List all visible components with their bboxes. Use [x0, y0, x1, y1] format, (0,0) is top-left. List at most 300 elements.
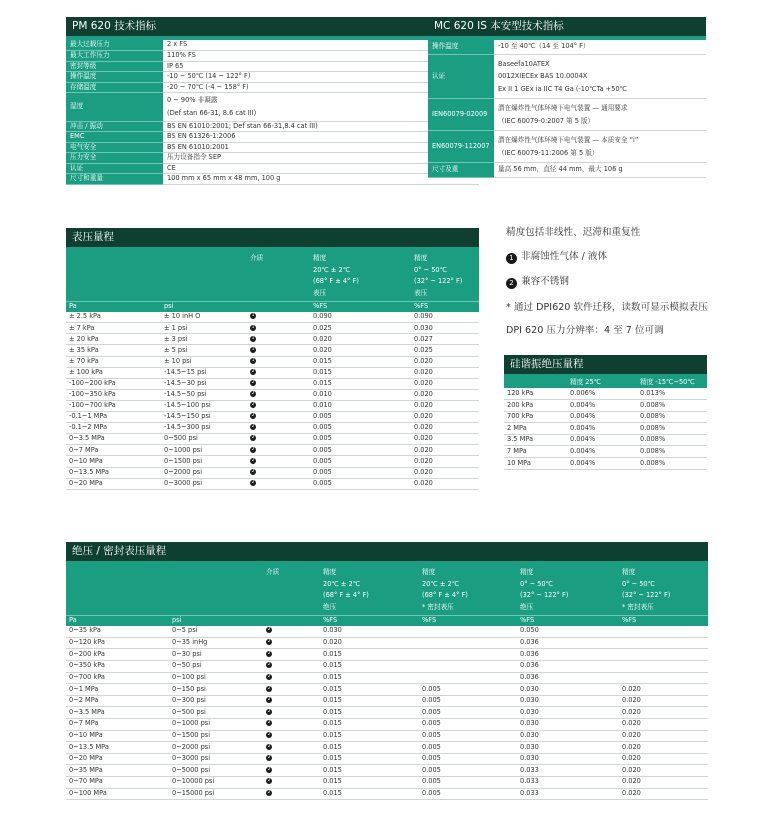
table-cell: ± 2.5 kPa — [66, 312, 161, 323]
table-row — [66, 672, 708, 684]
table-cell: 0.090 — [310, 312, 411, 323]
table-cell: -14.5~150 psi — [161, 412, 247, 423]
table-cell: 0.030 — [411, 323, 479, 334]
table-cell: 0.004% — [567, 446, 637, 458]
software-note: * 通过 DPI620 软件迁移，读数可显示模拟表压 — [506, 301, 708, 313]
table-cell: 0.015 — [320, 695, 419, 707]
table-cell — [619, 626, 708, 638]
table-cell: 0~35 inHg — [169, 637, 263, 649]
table-cell: 0.008% — [637, 458, 707, 470]
table-cell — [419, 626, 517, 638]
spec-label: 最大工作压力 — [66, 51, 163, 62]
media-cell — [247, 423, 310, 434]
media-cell — [263, 695, 320, 707]
table-row — [66, 423, 479, 434]
table-cell: 0~3000 psi — [161, 478, 247, 489]
spec-label: 尺寸和重量 — [66, 174, 163, 185]
header-row — [66, 251, 479, 302]
spec-label: 密封等级 — [66, 61, 163, 72]
table-cell: 0.005 — [419, 753, 517, 765]
table-cell: 0.005 — [310, 412, 411, 423]
vibration-range-title: 硅谐振绝压量程 — [504, 355, 707, 374]
table-cell: 0.030 — [517, 684, 619, 696]
table-row — [66, 400, 479, 411]
table-cell: 0.005 — [419, 788, 517, 800]
table-cell: 0.008% — [637, 446, 707, 458]
notes-block — [506, 224, 756, 346]
media-cell — [263, 765, 320, 777]
absolute-range-title: 绝压 / 密封表压量程 — [66, 542, 708, 561]
spec-value-line: -10 至 40℃（14 至 104° F） — [498, 42, 590, 50]
vibration-range-table — [504, 378, 707, 470]
table-cell: 0.020 — [411, 456, 479, 467]
table-cell: 0.020 — [619, 765, 708, 777]
media-cell — [263, 684, 320, 696]
media-number-icon: 2 — [251, 457, 255, 463]
media-number-icon: 2 — [267, 708, 271, 714]
table-cell: 0.015 — [320, 718, 419, 730]
spec-row — [66, 153, 479, 164]
table-cell: 0~35 kPa — [66, 626, 169, 638]
media-number-icon: 2 — [267, 685, 271, 691]
table-cell: ± 35 kPa — [66, 345, 161, 356]
media-cell — [263, 649, 320, 661]
media-number-icon: 2 — [251, 368, 255, 374]
table-cell: 0.030 — [517, 753, 619, 765]
table-row — [504, 400, 707, 412]
spec-value-line: Ex II 1 GEx ia IIC T4 Ga (-10℃Ta +50℃ — [498, 84, 627, 93]
table-row — [504, 434, 707, 446]
spec-row — [66, 61, 479, 72]
mc620-spec-panel — [428, 17, 706, 178]
table-row — [66, 695, 708, 707]
table-cell: 0.030 — [517, 707, 619, 719]
table-cell: -14.5~100 psi — [161, 400, 247, 411]
table-cell: -0.1~1 MPa — [66, 412, 161, 423]
spec-label: 湿度 — [66, 93, 163, 121]
table-cell: 0.033 — [517, 788, 619, 800]
media-number-icon: 2 — [267, 627, 271, 633]
media-cell — [263, 637, 320, 649]
resolution-note: DPI 620 压力分辨率：4 至 7 位可调 — [506, 325, 664, 336]
table-cell: 0~10 MPa — [66, 730, 169, 742]
accuracy-header-c: 精度 0° ~ 50℃ (32° ~ 122° F) 绝压 — [517, 565, 619, 616]
spec-value-line: 潜在爆炸性气体环境下电气装置 — 本质安全 “i” — [498, 136, 639, 145]
spec-value — [494, 54, 706, 99]
spec-value-line: Baseefa10ATEX — [498, 59, 550, 68]
spec-label: 压力安全 — [66, 153, 163, 164]
table-cell: 0.036 — [517, 660, 619, 672]
pm620-spec-panel — [66, 17, 479, 185]
table-cell: ± 100 kPa — [66, 367, 161, 378]
table-cell: 0.015 — [310, 367, 411, 378]
spec-row — [66, 51, 479, 62]
table-cell: ± 10 psi — [161, 356, 247, 367]
table-cell: 0.005 — [419, 765, 517, 777]
unit-row: Pa psi %FS %FS — [66, 302, 479, 312]
spec-label: 最大过载压力 — [66, 40, 163, 51]
accuracy-header-a: 精度 20℃ ± 2℃ (68° F ± 4° F) 表压 — [310, 251, 411, 302]
spec-row — [428, 40, 706, 54]
table-cell: 0.030 — [517, 742, 619, 754]
table-cell: 0~35 MPa — [66, 765, 169, 777]
spec-label: 电气安全 — [66, 142, 163, 153]
table-cell: 0.030 — [517, 718, 619, 730]
media-number-icon: 2 — [251, 468, 255, 474]
media-cell — [247, 345, 310, 356]
table-cell: 0.005 — [419, 707, 517, 719]
table-cell: 0.005 — [419, 776, 517, 788]
number-two-icon: 2 — [506, 278, 517, 289]
table-cell: 0.030 — [517, 730, 619, 742]
accuracy-header-d: 精度 0° ~ 50℃ (32° ~ 122° F) * 密封表压 — [619, 565, 708, 616]
table-cell: 0~15000 psi — [169, 788, 263, 800]
table-row — [66, 753, 708, 765]
media-note-2: 2 兼容不锈钢 — [506, 273, 756, 289]
table-cell: 0~300 psi — [169, 695, 263, 707]
accuracy-note: 精度包括非线性、迟滞和重复性 — [506, 227, 641, 238]
spec-value-line: 2 x FS — [167, 40, 188, 49]
table-cell: 0~1 MPa — [66, 684, 169, 696]
media-cell — [247, 334, 310, 345]
table-cell: 0.006% — [567, 388, 637, 400]
vibration-range-panel — [504, 355, 707, 470]
number-one-icon: 1 — [506, 253, 517, 264]
table-cell: 0~7 MPa — [66, 718, 169, 730]
table-cell — [419, 649, 517, 661]
media-cell — [247, 467, 310, 478]
spec-value-line: (Def stan 66-31, 8.6 cat III) — [167, 108, 257, 117]
gauge-range-table — [66, 251, 479, 490]
table-cell: 0.015 — [320, 672, 419, 684]
table-cell: 0.020 — [411, 389, 479, 400]
table-cell: 0.020 — [411, 378, 479, 389]
table-cell: 0~100 psi — [169, 672, 263, 684]
media-number-icon: 2 — [267, 790, 271, 796]
media-cell — [263, 730, 320, 742]
media-cell — [247, 312, 310, 323]
table-cell: 0.020 — [411, 434, 479, 445]
spec-value — [494, 40, 706, 54]
table-cell: 0~10 MPa — [66, 456, 161, 467]
table-cell: 0~100 MPa — [66, 788, 169, 800]
media-cell — [263, 742, 320, 754]
table-row — [66, 765, 708, 777]
table-row — [66, 312, 479, 323]
table-cell: 0.005 — [419, 730, 517, 742]
table-cell — [419, 637, 517, 649]
table-cell: 0.020 — [619, 718, 708, 730]
table-cell: 0.005 — [310, 434, 411, 445]
table-cell — [619, 649, 708, 661]
media-number-icon: 2 — [251, 380, 255, 386]
table-row — [66, 467, 479, 478]
table-cell: 0.008% — [637, 423, 707, 435]
table-cell: 0.005 — [419, 718, 517, 730]
table-cell: 0.010 — [310, 400, 411, 411]
spec-row — [428, 54, 706, 99]
spec-value-line: 110% FS — [167, 51, 196, 60]
media-cell — [263, 626, 320, 638]
spec-value-line: BS EN 61326-1:2006 — [167, 132, 236, 141]
table-cell: 0.020 — [619, 684, 708, 696]
media-number-icon: 2 — [267, 639, 271, 645]
mc620-spec-table — [428, 40, 706, 178]
table-row — [66, 367, 479, 378]
table-cell: 0~13.5 MPa — [66, 467, 161, 478]
table-cell: 0.033 — [517, 776, 619, 788]
spec-value — [494, 131, 706, 163]
table-cell: 0.005 — [310, 423, 411, 434]
table-cell: 0.015 — [320, 788, 419, 800]
table-row — [66, 788, 708, 800]
table-cell: 120 kPa — [504, 388, 567, 400]
media-cell — [263, 660, 320, 672]
table-cell: 0.004% — [567, 411, 637, 423]
media-number-icon: 2 — [267, 755, 271, 761]
table-cell: 0.005 — [310, 445, 411, 456]
spec-row — [66, 93, 479, 121]
spec-value-line: 潜在爆炸性气体环境下电气装置 — 通用要求 — [498, 104, 628, 113]
table-cell: 0~3.5 MPa — [66, 434, 161, 445]
media-number-icon: 2 — [267, 732, 271, 738]
table-cell: 0.020 — [310, 334, 411, 345]
table-cell: -0.1~2 MPa — [66, 423, 161, 434]
media-number-icon: 2 — [267, 697, 271, 703]
spec-value-line: -20 ~ 70℃ (-4 ~ 158° F) — [167, 82, 249, 91]
accuracy-header-b: 精度 0° ~ 50℃ (32° ~ 122° F) 表压 — [411, 251, 479, 302]
pm620-title: PM 620 技术指标 — [66, 17, 479, 36]
table-cell: 0.005 — [419, 695, 517, 707]
table-cell: -100~200 kPa — [66, 378, 161, 389]
spec-value-line: 0 ~ 90% 非凝露 — [167, 96, 218, 105]
table-cell: ± 20 kPa — [66, 334, 161, 345]
spec-row — [66, 163, 479, 174]
table-cell: ± 10 inH O — [161, 312, 247, 323]
table-cell: 0~13.5 MPa — [66, 742, 169, 754]
table-cell: 0~30 psi — [169, 649, 263, 661]
mc620-title: MC 620 IS 本安型技术指标 — [428, 17, 706, 36]
spec-value-line: CE — [167, 163, 176, 172]
spec-row — [66, 121, 479, 132]
table-cell: 0~20 MPa — [66, 478, 161, 489]
table-cell: 0.013% — [637, 388, 707, 400]
absolute-range-table — [66, 565, 708, 800]
spec-row — [428, 99, 706, 131]
spec-value-line: 100 mm x 65 mm x 48 mm, 100 g — [167, 174, 281, 183]
table-cell: 0~200 kPa — [66, 649, 169, 661]
media-number-icon: 2 — [251, 402, 255, 408]
spec-value-line: BS EN 61010:2001 — [167, 142, 229, 151]
table-row — [66, 378, 479, 389]
media-cell — [247, 478, 310, 489]
table-cell — [419, 672, 517, 684]
table-cell: 0.004% — [567, 434, 637, 446]
table-cell: 0.033 — [517, 765, 619, 777]
media-number-icon: 2 — [251, 424, 255, 430]
media-header: 介质 — [247, 251, 310, 302]
table-cell: 0.020 — [619, 788, 708, 800]
table-cell: 0.020 — [310, 345, 411, 356]
unit-row: Pa psi %FS %FS %FS %FS — [66, 616, 708, 626]
spec-label: 存储温度 — [66, 82, 163, 93]
spec-label: EN60079-112007 — [428, 131, 494, 163]
table-cell: 700 kPa — [504, 411, 567, 423]
media-number-icon: 1 — [251, 346, 255, 352]
media-cell — [247, 400, 310, 411]
table-cell: 0.005 — [310, 478, 411, 489]
table-cell: 0.005 — [310, 467, 411, 478]
spec-row — [66, 82, 479, 93]
table-cell: 0.015 — [320, 765, 419, 777]
table-row — [504, 411, 707, 423]
media-cell — [247, 445, 310, 456]
table-cell: 0~120 kPa — [66, 637, 169, 649]
table-cell: 0.030 — [320, 626, 419, 638]
media-cell — [247, 434, 310, 445]
table-cell: 0~2000 psi — [161, 467, 247, 478]
spec-row — [66, 142, 479, 153]
table-cell — [419, 660, 517, 672]
table-row — [66, 776, 708, 788]
media-header: 介质 — [263, 565, 320, 616]
spec-label: 认证 — [428, 54, 494, 99]
media-number-icon: 1 — [251, 357, 255, 363]
table-cell: 200 kPa — [504, 400, 567, 412]
spec-value-line: （IEC 60079-11:2006 第 5 版） — [498, 148, 599, 157]
table-cell: 0.008% — [637, 400, 707, 412]
spec-value-line: （IEC 60079-0:2007 第 5 版） — [498, 116, 595, 125]
media-cell — [247, 389, 310, 400]
accuracy-header-a: 精度 20℃ ± 2℃ (68° F ± 4° F) 绝压 — [320, 565, 419, 616]
table-cell: 0.036 — [517, 649, 619, 661]
table-row — [66, 434, 479, 445]
media-cell — [247, 378, 310, 389]
table-cell: 0~2 MPa — [66, 695, 169, 707]
table-cell: 0.015 — [320, 660, 419, 672]
absolute-range-panel — [66, 542, 708, 800]
table-row — [66, 323, 479, 334]
table-cell: -100~700 kPa — [66, 400, 161, 411]
table-row — [66, 660, 708, 672]
media-number-icon: 2 — [251, 446, 255, 452]
spec-row — [428, 163, 706, 178]
spec-value — [494, 99, 706, 131]
table-cell: 0.005 — [419, 684, 517, 696]
table-row — [504, 423, 707, 435]
table-cell: 0.015 — [310, 378, 411, 389]
table-cell: -14.5~300 psi — [161, 423, 247, 434]
table-cell — [619, 637, 708, 649]
table-cell: 0~350 kPa — [66, 660, 169, 672]
media-cell — [263, 718, 320, 730]
media-number-icon: 2 — [267, 650, 271, 656]
table-cell: 0~50 psi — [169, 660, 263, 672]
table-cell: 0.036 — [517, 672, 619, 684]
table-cell: 0.008% — [637, 434, 707, 446]
media-number-icon: 2 — [267, 662, 271, 668]
spec-label: 认证 — [66, 163, 163, 174]
spec-label: IEN60079-02009 — [428, 99, 494, 131]
table-row — [66, 649, 708, 661]
spec-value-line: 压力设备指令 SEP — [167, 153, 221, 162]
table-cell: ± 1 psi — [161, 323, 247, 334]
table-cell: 0.008% — [637, 411, 707, 423]
table-cell: -14.5~15 psi — [161, 367, 247, 378]
table-cell: -14.5~50 psi — [161, 389, 247, 400]
media-cell — [247, 412, 310, 423]
table-cell: 0~70 MPa — [66, 776, 169, 788]
table-row — [66, 718, 708, 730]
spec-value-line: 0012XIECEx BAS 10.0004X — [498, 72, 588, 81]
table-row — [66, 637, 708, 649]
table-cell: 7 MPa — [504, 446, 567, 458]
spec-value — [494, 163, 706, 178]
media-cell — [263, 672, 320, 684]
table-row — [66, 412, 479, 423]
table-row — [504, 446, 707, 458]
table-cell: 0.020 — [619, 695, 708, 707]
table-cell: -100~350 kPa — [66, 389, 161, 400]
spec-label: EMC — [66, 132, 163, 143]
table-cell: 0~10000 psi — [169, 776, 263, 788]
table-cell: 0.020 — [411, 467, 479, 478]
pm620-spec-table — [66, 40, 479, 185]
table-cell: 0.025 — [411, 345, 479, 356]
gauge-range-panel — [66, 228, 479, 490]
media-cell — [263, 753, 320, 765]
spec-row — [66, 174, 479, 185]
table-cell: -14.5~30 psi — [161, 378, 247, 389]
table-cell — [619, 672, 708, 684]
table-cell: 0.015 — [310, 356, 411, 367]
table-row — [66, 730, 708, 742]
table-cell: 0.020 — [320, 637, 419, 649]
table-cell: 0.025 — [310, 323, 411, 334]
table-cell: 0~150 psi — [169, 684, 263, 696]
table-cell: 0.090 — [411, 312, 479, 323]
spec-row — [428, 131, 706, 163]
media-cell — [247, 367, 310, 378]
media-number-icon: 2 — [251, 391, 255, 397]
media-cell — [247, 456, 310, 467]
table-cell: 0.020 — [619, 753, 708, 765]
media-number-icon: 1 — [251, 335, 255, 341]
table-row — [504, 458, 707, 470]
table-cell: 0~500 psi — [161, 434, 247, 445]
media-cell — [263, 707, 320, 719]
spec-value-line: -10 ~ 50℃ (14 ~ 122° F) — [167, 72, 251, 81]
table-cell: 0.004% — [567, 423, 637, 435]
media-cell — [263, 788, 320, 800]
table-cell: 0~700 kPa — [66, 672, 169, 684]
table-cell — [619, 660, 708, 672]
table-row — [66, 445, 479, 456]
table-cell: 0.020 — [411, 356, 479, 367]
table-cell: 0.015 — [320, 776, 419, 788]
table-row — [66, 356, 479, 367]
table-cell: 0.015 — [320, 730, 419, 742]
media-number-icon: 2 — [267, 778, 271, 784]
table-cell: 0~7 MPa — [66, 445, 161, 456]
table-cell: 0~5 psi — [169, 626, 263, 638]
table-cell: 0~3000 psi — [169, 753, 263, 765]
table-row — [66, 334, 479, 345]
table-cell: ± 3 psi — [161, 334, 247, 345]
media-number-icon: 2 — [267, 674, 271, 680]
header-row — [66, 565, 708, 616]
table-cell: 0.015 — [320, 684, 419, 696]
